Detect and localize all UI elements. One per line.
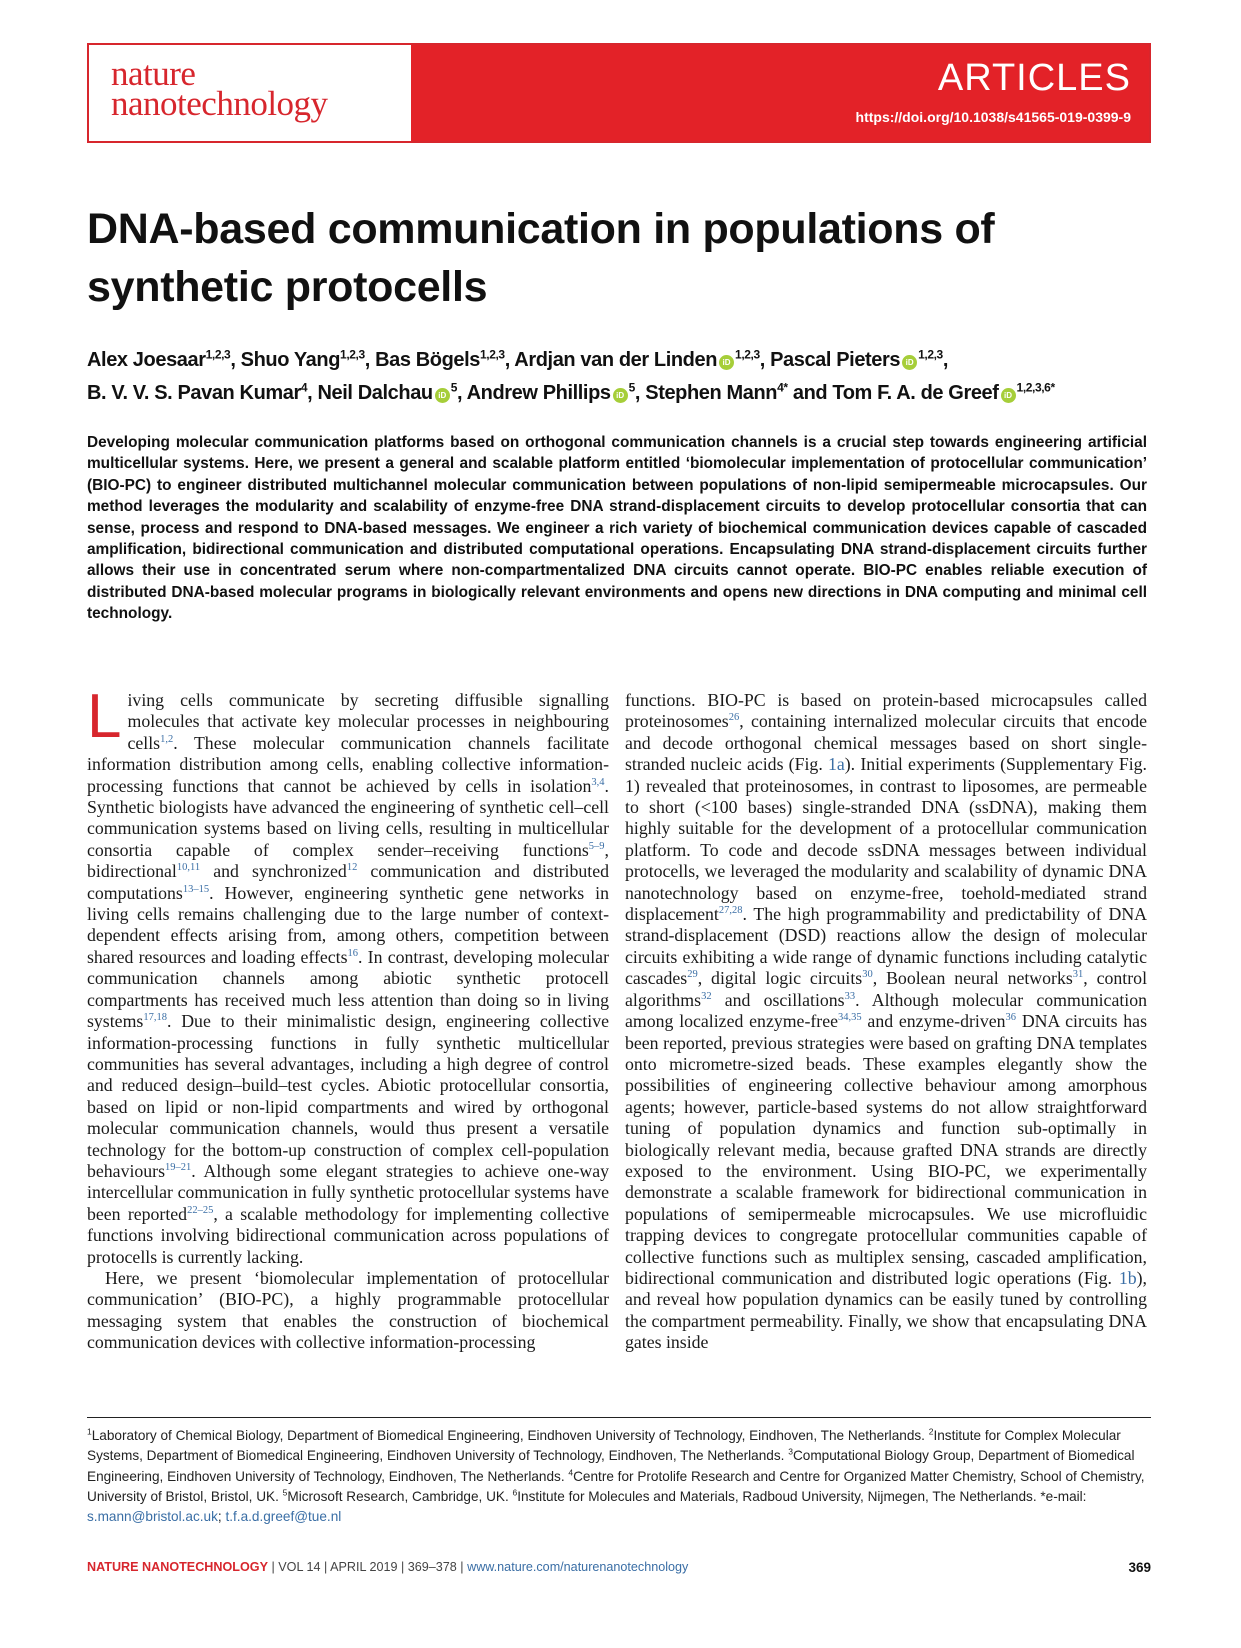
citation-link[interactable]: 19–21 <box>165 1162 192 1174</box>
orcid-icon[interactable]: iD <box>719 355 734 370</box>
author-affil: 4* <box>777 380 788 395</box>
affil-number: 5 <box>282 1487 288 1498</box>
body-text: . In contrast, developing molecular communication channels among abiotic synthetic protocell compartments has received much less attention than doing so in living systems <box>87 946 609 1032</box>
body-text: . Although molecular communication among localized enzyme-free <box>625 989 1147 1032</box>
affil-number: 1 <box>87 1426 92 1437</box>
citation-link[interactable]: 32 <box>701 990 712 1002</box>
author-affil: 1,2,3 <box>918 347 943 362</box>
author-name[interactable]: Ardjan van der Linden <box>514 349 718 371</box>
affil-text: Computational Biology Group, Department of Biomedical Engineering, Eindhoven University of Technology, Eindhoven, The Netherlands. <box>87 1448 1135 1484</box>
body-paragraph <box>625 690 1147 1354</box>
author-list: Alex Joesaar$^{1,2,3}$, Shuo Yang$^{1,2,3}$, Bas Bögels$^{1,2,3}$, Ardjan van der Linden iD$^{1,2,3}$, Pascal Pieters iD$^{1,2,3}$, B. V. V. S. Pavan Kumar$^4$, Neil Dalchau $iD^5$, Andrew Phillips $iD^5$, Stephen Mann$^{4*}$ and Tom F. A. de Greef $iD^{1,2,3,6*}$ <box>87 347 1055 404</box>
citation-link[interactable]: 1,2 <box>160 733 174 745</box>
affil-number: 3 <box>788 1446 793 1457</box>
citation-link[interactable]: 31 <box>1072 969 1084 981</box>
citation-link[interactable]: 3,4 <box>591 776 605 788</box>
body-column-left <box>87 682 609 1354</box>
citation-link[interactable]: 26 <box>728 712 740 724</box>
abstract: Developing molecular communication platforms based on orthogonal communication channels is a crucial step towards engineering artificial multicellular systems. Here, we present a general and scalable platform entitled ‘biomolecular implementation of protocellular communication’ (BIO-PC) to engineer distributed multichannel molecular communication between populations of non-lipid semipermeable microcapsules. Our method leverages the modularity and scalability of enzyme-free DNA strand-displacement circuits to develop protocellular consortia that can sense, process and respond to DNA-based messages. We engineer a rich variety of biochemical communication devices capable of cascaded amplification, bidirectional communication and distributed computational operations. Encapsulating DNA strand-displacement circuits further allows their use in concentrated serum where non-compartmentalized DNA circuits cannot operate. BIO-PC enables reliable execution of distributed DNA-based molecular programs in biologically relevant environments and opens new directions in DNA computing and minimal cell technology. <box>87 434 1147 623</box>
section-label: ARTICLES <box>937 57 1131 99</box>
logo-line-1: nature <box>111 54 196 93</box>
orcid-icon[interactable]: iD <box>902 355 917 370</box>
body-text: ), and reveal how population dynamics can be easily tuned by controlling the compartment permeability. Finally, we show that encapsulating DNA gates inside <box>625 1267 1147 1353</box>
author-affil: 5 <box>450 380 458 395</box>
body-paragraph: Here, we present ‘biomolecular implementation of protocellular communication’ (BIO-PC), a highly programmable protocellular messaging system that enables the construction of biochemical communication devices with collective information-processing <box>87 1267 609 1353</box>
body-text: and oscillations <box>711 989 845 1010</box>
author-name[interactable]: B. V. V. S. Pavan Kumar <box>87 382 301 404</box>
citation-link[interactable]: 30 <box>862 969 873 981</box>
footnote-divider <box>87 1417 1151 1418</box>
affiliations <box>87 1426 1151 1527</box>
author-conjunction: and <box>792 382 828 404</box>
citation-link[interactable]: 17,18 <box>143 1012 167 1024</box>
footer-url[interactable]: www.nature.com/naturenanotechnology <box>467 1560 689 1574</box>
body-paragraph <box>87 682 609 1268</box>
drop-cap: L <box>87 682 122 751</box>
affil-text: Institute for Complex Molecular Systems, Department of Biomedical Engineering, Eindhoven University of Technology, Eindhoven, The Netherlands. <box>87 1428 1121 1464</box>
affil-text: Microsoft Research, Cambridge, UK. <box>287 1488 513 1504</box>
author-name[interactable]: Andrew Phillips <box>466 382 611 404</box>
citation-link[interactable]: 22–25 <box>187 1204 214 1216</box>
logo-line-2: nanotechnology <box>111 84 328 123</box>
doi-link[interactable]: https://doi.org/10.1038/s41565-019-0399-9 <box>855 109 1131 125</box>
affil-text: Centre for Protolife Research and Centre for Organized Matter Chemistry, School of Chemistry, University of Bristol, Bristol, UK. <box>87 1468 1145 1504</box>
body-text: and synchronized <box>200 861 347 882</box>
body-text: . However, engineering synthetic gene networks in living cells remains challenging due to the large number of context-dependent effects arising from, among others, competition between shared resources and loading effects <box>87 882 609 967</box>
figure-link[interactable]: 1b <box>1118 1267 1137 1288</box>
body-text: , Boolean neural networks <box>872 968 1073 989</box>
affil-number: 4 <box>568 1467 574 1478</box>
body-text: . Due to their minimalistic design, engineering collective information-processing functions in fully synthetic multicellular communities has several advantages, including a high degree of control and reduced design–build–test cycles. Abiotic protocellular consortia, based on lipid or non-lipid compartments and wired by orthogonal molecular communication channels, would thus present a versatile technology for the bottom-up construction of complex cell-population behaviours <box>87 1011 609 1181</box>
email-link[interactable]: t.f.a.d.greef@tue.nl <box>225 1509 342 1525</box>
citation-link[interactable]: 16 <box>347 947 359 959</box>
citation-link[interactable]: 36 <box>1005 1012 1017 1024</box>
author-affil: 4 <box>300 380 308 395</box>
body-text: , digital logic circuits <box>697 968 863 989</box>
footer-journal: NATURE NANOTECHNOLOGY <box>87 1560 268 1574</box>
citation-link[interactable]: 33 <box>844 990 856 1002</box>
citation-link[interactable]: 29 <box>687 969 698 981</box>
author-affil: 1,2,3 <box>340 347 365 362</box>
orcid-icon[interactable]: iD <box>435 388 450 403</box>
body-text: communication and distributed computations <box>87 861 609 903</box>
body-text: . These molecular communication channels facilitate information distribution among cells, enabling collective information-processing functions that cannot be achieved by cells in isolation <box>87 732 609 796</box>
body-text: , control algorithms <box>625 968 1148 1010</box>
affil-separator: ; <box>217 1509 226 1525</box>
affil-text: Laboratory of Chemical Biology, Department of Biomedical Engineering, Eindhoven University of Technology, Eindhoven, The Netherlands. <box>91 1428 929 1443</box>
author-affil: 1,2,3 <box>205 347 231 362</box>
citation-link[interactable]: 5–9 <box>588 840 605 852</box>
page-footer <box>87 1560 688 1574</box>
author-affil: 1,2,3,6* <box>1016 380 1055 395</box>
body-text: ). Initial experiments (Supplementary Fig. 1) revealed that proteinosomes, in contrast to liposomes, are permeable to short (<100 bases) single-stranded DNA (ssDNA), making them highly suitable for the development of a protocellular communication platform. To code and decode ssDNA messages between individual protocells, we leveraged the modularity and scalability of dynamic DNA nanotechnology based on enzyme-free, toehold-mediated strand displacement <box>625 754 1147 925</box>
citation-link[interactable]: 13–15 <box>182 883 210 895</box>
citation-link[interactable]: 12 <box>346 862 358 874</box>
body-text: and enzyme-driven <box>861 1011 1006 1032</box>
author-name[interactable]: Neil Dalchau <box>317 382 433 404</box>
footer-details: | VOL 14 | APRIL 2019 | 369–378 | <box>267 1560 468 1574</box>
author-name[interactable]: Alex Joesaar <box>87 349 206 371</box>
journal-banner <box>87 43 1151 143</box>
author-name[interactable]: Stephen Mann <box>645 382 778 404</box>
citation-link[interactable]: 34,35 <box>838 1012 862 1024</box>
journal-logo[interactable] <box>89 45 411 141</box>
orcid-icon[interactable]: iD <box>1001 388 1016 403</box>
body-text: iving cells communicate by secreting diffusible signalling molecules that activate key molecular processes in neighbouring cells <box>127 690 609 753</box>
citation-link[interactable]: 27,28 <box>718 905 743 917</box>
author-name[interactable]: Tom F. A. de Greef <box>832 382 999 404</box>
body-text: . Synthetic biologists have advanced the engineering of synthetic cell–cell communication systems based on living cells, resulting in multicellular consortia capable of complex sender–receiving functions <box>87 775 609 860</box>
banner-red-panel <box>411 45 1149 141</box>
affil-number: 2 <box>928 1426 934 1437</box>
article-title: DNA-based communication in populations of synthetic protocells <box>87 205 995 311</box>
body-text: , bidirectional <box>87 839 609 882</box>
body-text: . Although some elegant strategies to achieve one-way intercellular communication in fully synthetic protocellular systems have been reported <box>87 1160 609 1224</box>
affil-number: 6 <box>512 1487 518 1498</box>
author-name[interactable]: Bas Bögels <box>375 349 481 371</box>
author-affil: 1,2,3 <box>480 347 505 362</box>
body-column-right <box>625 690 1147 1354</box>
author-name[interactable]: Pascal Pieters <box>770 349 901 371</box>
author-name[interactable]: Shuo Yang <box>240 349 341 371</box>
author-affil: 5 <box>628 380 635 395</box>
body-text: DNA circuits has been reported, previous strategies were based on grafting DNA templates onto micrometre-sized beads. These examples elegantly show the possibilities of engineering collective behaviour among amorphous agents; however, particle-based systems do not allow straightforward tuning of population dynamics and function sub-optimally in biologically relevant media, because grafted DNA strands are directly exposed to the environment. Using BIO-PC, we experimentally demonstrate a scalable framework for bidirectional communication in populations of semipermeable microcapsules. We use microfluidic trapping devices to congregate protocellular communities capable of collective functions such as multiplex sensing, cascaded amplification, bidirectional communication and distributed logic operations (Fig. <box>625 1011 1147 1288</box>
body-text: , containing internalized molecular circuits that encode and decode orthogonal chemical messages based on short single-stranded nucleic acids (Fig. <box>625 711 1147 775</box>
body-text: functions. BIO-PC is based on protein-based microcapsules called proteinosomes <box>625 690 1147 732</box>
body-text: , a scalable methodology for implementing collective functions involving bidirectional communication across populations of protocells is currently lacking. <box>87 1203 609 1267</box>
figure-link[interactable]: 1a <box>827 754 845 775</box>
orcid-icon[interactable]: iD <box>613 388 628 403</box>
citation-link[interactable]: 10,11 <box>176 862 201 874</box>
email-link[interactable]: s.mann@bristol.ac.uk <box>87 1509 218 1525</box>
page-number: 369 <box>1128 1560 1151 1575</box>
affil-text: Institute for Molecules and Materials, Radboud University, Nijmegen, The Netherlands. *e-mail: <box>517 1488 1087 1504</box>
body-text: . The high programmability and predictability of DNA strand-displacement (DSD) reactions allow the design of molecular circuits exhibiting a wide range of dynamic functions including catalytic cascades <box>625 904 1147 989</box>
author-affil: 1,2,3 <box>735 347 760 362</box>
